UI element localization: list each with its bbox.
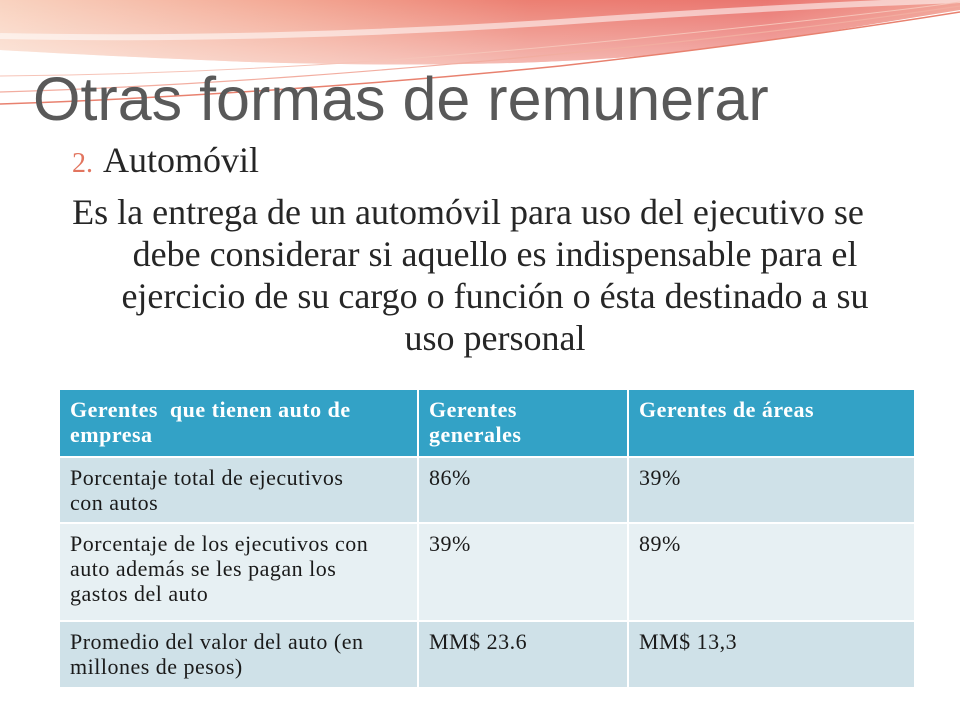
table-cell: 39% (629, 458, 914, 522)
table-cell: MM$ 13,3 (629, 622, 914, 687)
numbered-list-item (72, 139, 259, 185)
table-header-cell: Gerentes de áreas (629, 390, 914, 456)
paragraph-line: Es la entrega de un automóvil para uso del ejecutivo se (72, 192, 864, 232)
paragraph-line: ejercicio de su cargo o función o ésta destinado a su (121, 276, 869, 316)
table-header-cell: Gerentes generales (419, 390, 627, 456)
company-car-table (60, 390, 914, 687)
body-paragraph (40, 191, 896, 359)
table-cell: Porcentaje total de ejecutivos con autos (60, 458, 417, 522)
list-number: 2. (72, 148, 93, 179)
table-cell: MM$ 23.6 (419, 622, 627, 687)
table-cell: 39% (419, 524, 627, 620)
list-item-label: Automóvil (103, 140, 260, 180)
table-cell: Porcentaje de los ejecutivos con auto además se les pagan los gastos del auto (60, 524, 417, 620)
table-cell: Promedio del valor del auto (en millones de pesos) (60, 622, 417, 687)
wave-band-fade (0, 0, 960, 64)
slide-title: Otras formas de remunerar (33, 65, 769, 133)
paragraph-line: debe considerar si aquello es indispensable para el (132, 234, 858, 274)
table-header-cell: Gerentes que tienen auto de empresa (60, 390, 417, 456)
table-cell: 86% (419, 458, 627, 522)
table-cell: 89% (629, 524, 914, 620)
paragraph-line: uso personal (404, 318, 586, 358)
